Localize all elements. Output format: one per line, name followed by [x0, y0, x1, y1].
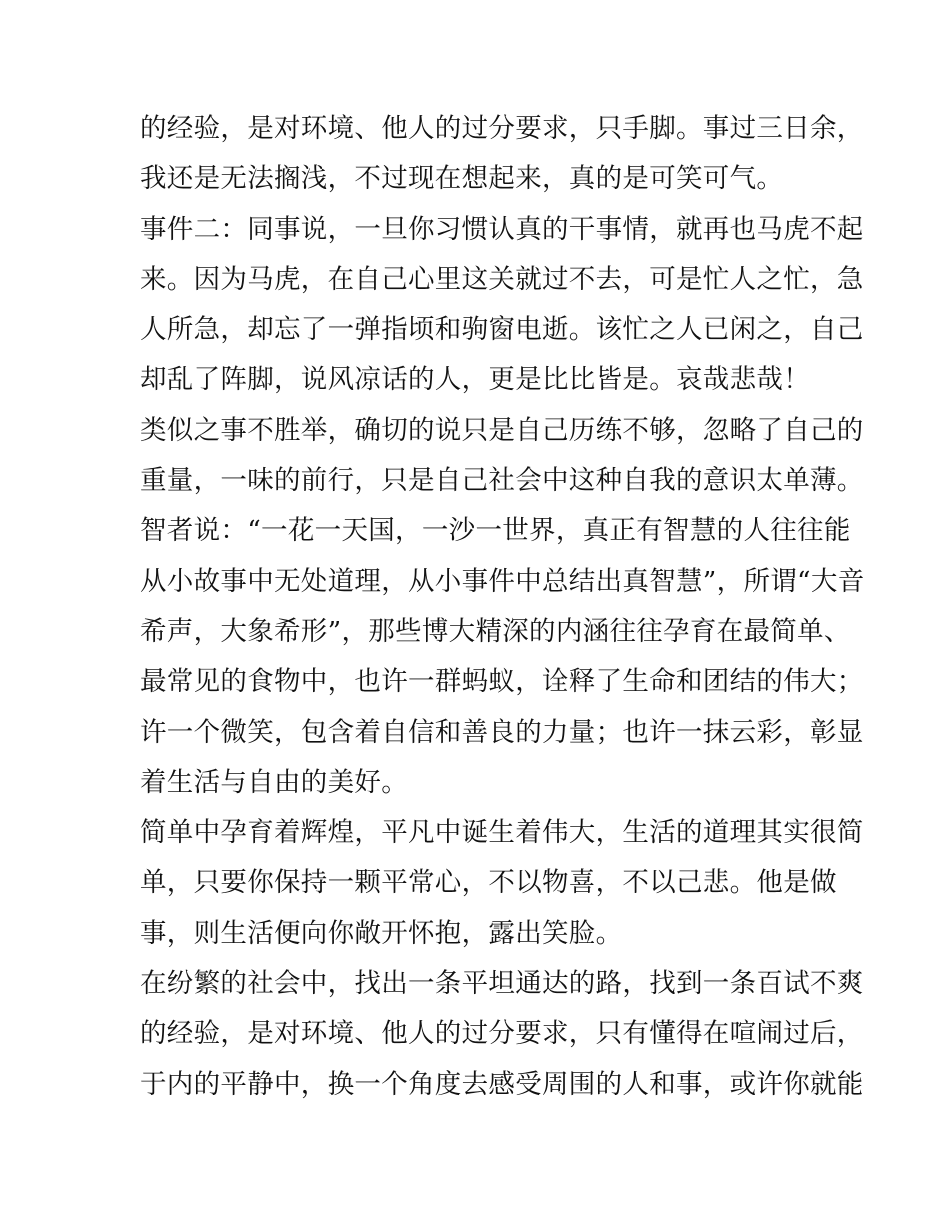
text-line: 简单中孕育着辉煌，平凡中诞生着伟大，生活的道理其实很简 [140, 817, 864, 849]
text-line: 我还是无法搁浅，不过现在想起来，真的是可笑可气。 [140, 163, 784, 195]
text-line: 着生活与自由的美好。 [140, 766, 408, 798]
text-line: 在纷繁的社会中，找出一条平坦通达的路，找到一条百试不爽 [140, 968, 864, 1000]
text-line: 重量，一味的前行，只是自己社会中这种自我的意识太单薄。 [140, 465, 864, 497]
text-line: 来。因为马虎，在自己心里这关就过不去，可是忙人之忙，急 [140, 263, 864, 295]
text-line: 事，则生活便向你敞开怀抱，露出笑脸。 [140, 917, 623, 949]
text-line: 最常见的食物中，也许一群蚂蚁，诠释了生命和团结的伟大； [140, 666, 864, 698]
text-line: 许一个微笑，包含着自信和善良的力量；也许一抹云彩，彰显 [140, 716, 864, 748]
document-body [140, 104, 865, 1110]
text-line: 却乱了阵脚，说风凉话的人，更是比比皆是。哀哉悲哉！ [140, 364, 810, 396]
text-line: 的经验，是对环境、他人的过分要求，只手脚。事过三日余， [140, 113, 864, 144]
text-line: 事件二：同事说，一旦你习惯认真的干事情，就再也马虎不起 [140, 213, 864, 245]
text-line: 单，只要你保持一颗平常心，不以物喜，不以己悲。他是做 [140, 867, 837, 899]
text-line: 智者说：“一花一天国，一沙一世界，真正有智慧的人往往能 [140, 515, 851, 547]
text-line: 希声，大象希形”，那些博大精深的内涵往往孕育在最简单、 [140, 615, 851, 647]
text-line: 人所急，却忘了一弹指顷和驹窗电逝。该忙之人已闲之，自己 [140, 314, 864, 346]
text-line: 类似之事不胜举，确切的说只是自己历练不够，忽略了自己的 [140, 414, 864, 446]
text-line: 的经验，是对环境、他人的过分要求，只有懂得在喧闹过后， [140, 1018, 864, 1050]
text-line: 从小故事中无处道理，从小事件中总结出真智慧”，所谓“大音 [140, 565, 865, 597]
text-line: 于内的平静中，换一个角度去感受周围的人和事，或许你就能 [140, 1068, 864, 1100]
